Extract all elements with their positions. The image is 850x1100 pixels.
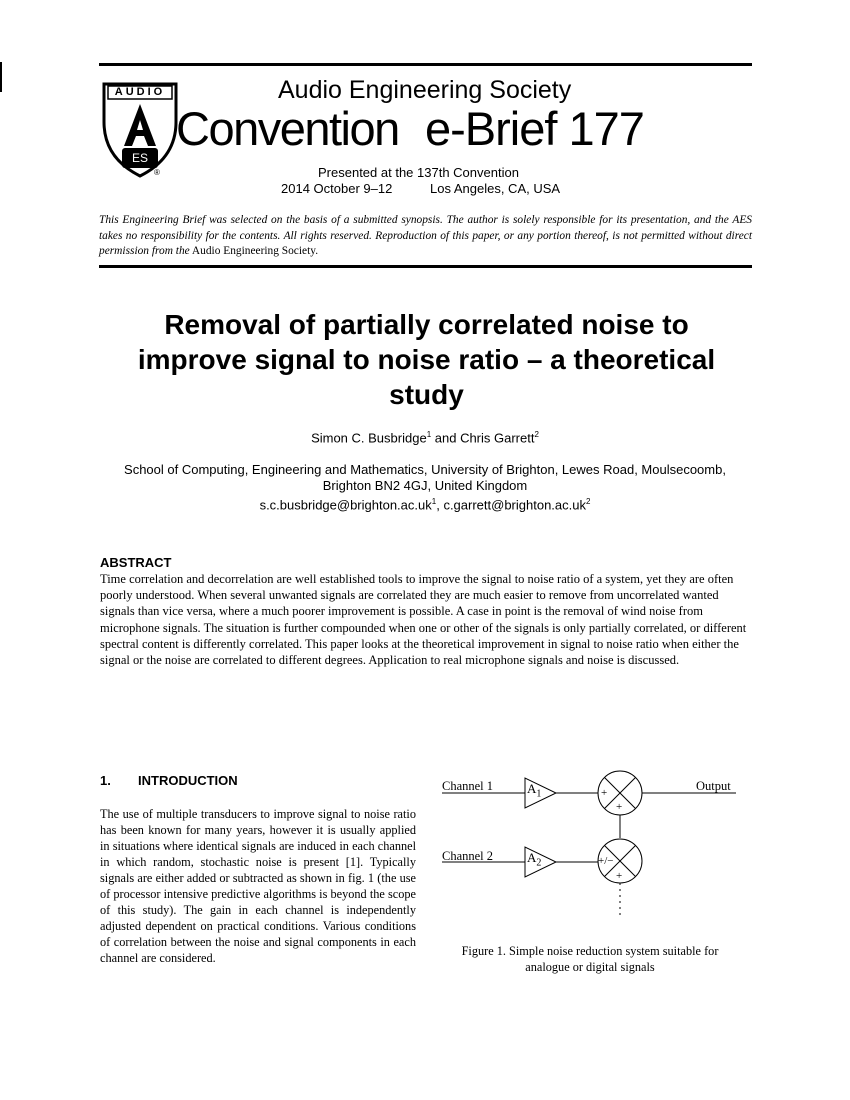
- header-bottom-rule: [99, 265, 752, 268]
- paper-title: [60, 307, 793, 412]
- summer-2-link-sign: +: [616, 870, 623, 882]
- amp-1-label: [527, 782, 541, 802]
- logo-top-text: AUDIO: [114, 86, 166, 98]
- email-2[interactable]: c.garrett@brighton.ac.uk: [443, 497, 586, 513]
- affiliation-emails: [80, 494, 770, 513]
- channel-2-label: Channel 2: [442, 849, 494, 863]
- affiliation-line-2: Brighton BN2 4GJ, United Kingdom: [322, 478, 528, 493]
- logo-registered-mark: ®: [154, 168, 160, 177]
- disclaimer-italic: This Engineering Brief was selected on the basis of a submitted synopsis. The author is solely responsible for its presentation, and the AES takes no responsibility for the contents. All rights reserved. Reproduction of this paper, or any portion thereof, is not permitted without direct permission from the: [99, 214, 752, 257]
- authors: [100, 426, 750, 447]
- author-2-sup: 2: [534, 430, 539, 439]
- caption-line-1: Figure 1. Simple noise reduction system suitable for: [461, 944, 719, 958]
- convention-location: Los Angeles, CA, USA: [430, 181, 561, 196]
- title-line-2: improve signal to noise ratio – a theoretical: [137, 344, 716, 375]
- section-number: 1.: [100, 773, 111, 788]
- author-2: Chris Garrett: [460, 430, 535, 446]
- caption-line-2: analogue or digital signals: [525, 960, 655, 974]
- amp-1-subscript: 1: [536, 788, 542, 800]
- summer-1-input-sign: +: [601, 787, 608, 799]
- introduction-body: The use of multiple transducers to improve signal to noise ratio has been known for many years, however it is usually applied in situations where identical signals are induced in each channel in which random, stochastic noise is present [1]. Typically signals are either added or subtracted as shown in fig. 1 (the use of processor intensive predictive algorithms is beyond the scope of this study). The gain in each channel is independently adjusted dependent on practical conditions. Various conditions of correlation between the noise and signal components in each channel are considered.: [100, 807, 416, 965]
- figure-1: [430, 765, 750, 980]
- logo-bottom-text: ES: [131, 151, 148, 165]
- ebrief-number: e-Brief 177: [425, 102, 644, 155]
- email-separator: ,: [436, 497, 444, 513]
- abstract-body: Time correlation and decorrelation are well established tools to improve the signal to noise ratio of a system, yet they are often poorly understood. When several unwanted signals are correlated they are much easier to remove from uncorrelated wanted signals than vice versa, where a much poorer improvement is possible. A case in point is the removal of wind noise from microphone signals. The situation is further compounded when one or other of the signals is only partially correlated, or different spectral content is differently correlated. This paper looks at the theoretical improvement in signal to noise ratio when either the signal or the noise are correlated to different degrees. Application to real microphone signals and noise is discussed.: [100, 572, 747, 668]
- aes-logo: [100, 80, 180, 180]
- convention-date: 2014 October 9–12: [281, 181, 393, 196]
- email-1-sup: 1: [431, 497, 437, 506]
- title-line-3: study: [389, 379, 464, 410]
- society-name: Audio Engineering Society: [278, 76, 572, 104]
- convention-word: Convention: [176, 102, 399, 155]
- presented-at: Presented at the 137th Convention: [318, 165, 519, 180]
- channel-1-label: Channel 1: [442, 779, 494, 793]
- title-line-1: Removal of partially correlated noise to: [164, 309, 689, 340]
- abstract-heading: ABSTRACT: [100, 555, 172, 570]
- amp-2-label: [527, 851, 541, 871]
- authors-and: and: [431, 430, 461, 446]
- affiliation-line-1: School of Computing, Engineering and Mathematics, University of Brighton, Lewes Road, Moulsecoomb,: [124, 462, 726, 477]
- email-2-sup: 2: [585, 497, 591, 506]
- disclaimer-end: Audio Engineering Society.: [191, 245, 319, 257]
- amp-2-symbol: A: [527, 850, 537, 865]
- summer-2-input-sign: +/−: [598, 855, 614, 867]
- author-1: Simon C. Busbridge: [311, 430, 427, 446]
- amp-2-subscript: 2: [536, 857, 542, 869]
- figure-caption: [430, 943, 750, 975]
- author-1-sup: 1: [426, 430, 432, 439]
- amp-1-symbol: A: [527, 781, 537, 796]
- output-label: Output: [696, 779, 731, 793]
- header-top-rule: [99, 63, 752, 66]
- margin-mark: [0, 62, 2, 92]
- section-heading: INTRODUCTION: [138, 773, 238, 788]
- email-1[interactable]: s.c.busbridge@brighton.ac.uk: [259, 497, 432, 513]
- summer-1-link-sign: +: [616, 801, 623, 813]
- affiliation: [80, 462, 770, 513]
- disclaimer: [99, 213, 752, 260]
